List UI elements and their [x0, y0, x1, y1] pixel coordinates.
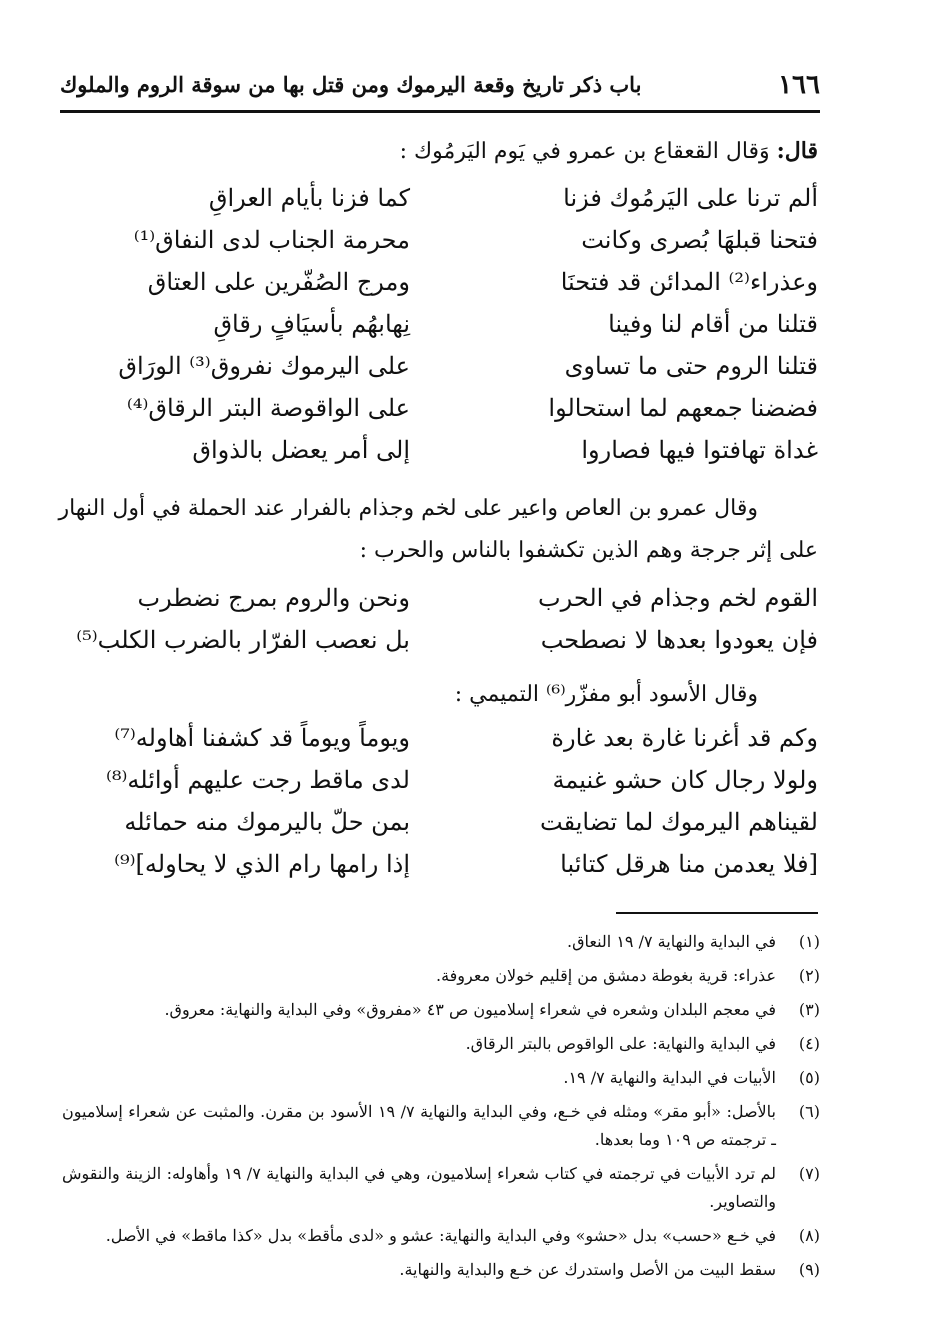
footnote-number: (٧): [798, 1164, 820, 1183]
verse-second-hemistich: محرمة الجناب لدى النفاق⁽¹⁾: [133, 226, 410, 254]
footnote-text: في خـع «حسب» بدل «حشو» وفي البداية والنهاية: عشو و «لدى مأقط» بدل «كذا ماقط» في الأصل.: [105, 1226, 776, 1245]
footnote-number: (٥): [798, 1068, 820, 1087]
verse-first-hemistich: لقيناهم اليرموك لما تضايقت: [540, 808, 818, 836]
verse-second-hemistich: كما فزنا بأيام العراقِ: [208, 184, 410, 212]
verse-line: [60, 226, 818, 268]
verse-second-hemistich: نِهابهُم بأسيَافٍ رقاقِ: [213, 310, 410, 338]
verse-line: [60, 584, 818, 626]
page-number: ١٦٦: [778, 70, 820, 100]
verse-line: [60, 352, 818, 394]
footnote-rule: [616, 912, 818, 914]
verse-first-hemistich: قتلنا الروم حتى ما تساوى: [564, 352, 818, 380]
verse-second-hemistich: على الواقوصة البتر الرقاق⁽⁴⁾: [126, 394, 410, 422]
footnote-number: (٢): [798, 966, 820, 985]
verse-second-hemistich: ويوماً ويوماً قد كشفنا أهاوله⁽⁷⁾: [114, 724, 410, 752]
footnote-text: في البداية والنهاية: على الواقوص بالبتر الرقاق.: [465, 1034, 776, 1053]
verse-second-hemistich: على اليرموك نفروق⁽³⁾ الورَاق: [118, 352, 410, 380]
footnote-text: لم ترد الأبيات في ترجمته في كتاب شعراء إسلاميون، وهي في البداية والنهاية ٧/ ١٩ وأهاوله: الزينة والنقوش والتصاوير.: [62, 1164, 776, 1211]
poem-qaqa: [60, 184, 818, 478]
verse-line: [60, 850, 818, 892]
verse-second-hemistich: إذا رامها رام الذي لا يحاوله]⁽⁹⁾: [114, 850, 410, 878]
verse-first-hemistich: فإن يعودوا بعدها لا نصطحب: [540, 626, 818, 654]
verse-second-hemistich: ونحن والروم بمرج نضطرب: [137, 584, 410, 612]
footnote-text: عذراء: قرية بغوطة دمشق من إقليم خولان معروفة.: [435, 966, 776, 985]
verse-line: [60, 394, 818, 436]
footnote: [62, 1064, 820, 1092]
footnote-text: في معجم البلدان وشعره في شعراء إسلاميون ص ٤٣ «مفروق» وفي البداية والنهاية: معروق.: [164, 1000, 776, 1019]
footnote-number: (٦): [798, 1102, 820, 1121]
verse-second-hemistich: لدى ماقط رجت عليهم أوائله⁽⁸⁾: [105, 766, 410, 794]
poem-amr: [60, 584, 818, 668]
footnote: [62, 1098, 820, 1154]
footnote-text: سقط البيت من الأصل واستدرك عن خـع والبداية والنهاية.: [399, 1260, 776, 1279]
footnote-text: في البداية والنهاية ٧/ ١٩ النعاق.: [566, 932, 776, 951]
verse-line: [60, 436, 818, 478]
footnote-number: (٩): [798, 1260, 820, 1279]
verse-line: [60, 184, 818, 226]
verse-line: [60, 310, 818, 352]
footnote: [62, 1256, 820, 1284]
intro-text: وَقال القعقاع بن عمرو في يَوم اليَرمُوك :: [399, 139, 770, 164]
footnote-number: (١): [798, 932, 820, 951]
footnote-number: (٣): [798, 1000, 820, 1019]
paragraph-aswad: وقال الأسود أبو مفزّر⁽⁶⁾ التميمي :: [454, 682, 758, 707]
verse-second-hemistich: ومرج الصُفّرين على العتاق: [147, 268, 410, 296]
footnote: [62, 1030, 820, 1058]
footnote-number: (٤): [798, 1034, 820, 1053]
running-title: باب ذكر تاريخ وقعة اليرموك ومن قتل بها من سوقة الروم والملوك: [60, 72, 642, 97]
page-header: [60, 66, 820, 106]
footnotes: [62, 928, 820, 1290]
verse-second-hemistich: بمن حلّ باليرموك منه حمائله: [124, 808, 410, 836]
verse-second-hemistich: إلى أمر يعضل بالذواق: [192, 436, 410, 464]
verse-line: [60, 808, 818, 850]
verse-first-hemistich: فتحنا قبلهَا بُصرى وكانت: [581, 226, 818, 254]
verse-line: [60, 268, 818, 310]
footnote: [62, 928, 820, 956]
verse-line: [60, 766, 818, 808]
verse-first-hemistich: فضضنا جمعهم لما استحالوا: [548, 394, 818, 422]
speaker-label: قال:: [776, 138, 818, 164]
verse-first-hemistich: غداة تهافتوا فيها فصاروا: [581, 436, 818, 464]
verse-second-hemistich: بل نعصب الفرّار بالضرب الكلب⁽⁵⁾: [76, 626, 410, 654]
footnote: [62, 996, 820, 1024]
verse-first-hemistich: القوم لخم وجذام في الحرب: [537, 584, 818, 612]
verse-first-hemistich: قتلنا من أقام لنا وفينا: [608, 310, 818, 338]
footnote: [62, 1222, 820, 1250]
footnote-text: بالأصل: «أبو مقر» ومثله في خـع، وفي البداية والنهاية ٧/ ١٩ الأسود بن مقرن. والمثبت عن شعراء إسلاميون ـ ترجمته ص ١٠٩ وما بعدها.: [62, 1102, 776, 1149]
verse-first-hemistich: ولولا رجال كان حشو غنيمة: [552, 766, 818, 794]
verse-first-hemistich: وعذراء⁽²⁾ المدائن قد فتحنَا: [560, 268, 818, 296]
footnote: [62, 1160, 820, 1216]
paragraph-amr-line2: على إثر جرجة وهم الذين تكشفوا بالناس والحرب :: [359, 538, 818, 563]
verse-first-hemistich: ألم ترنا على اليَرمُوك فزنا: [563, 184, 818, 212]
verse-first-hemistich: [فلا يعدمن منا هرقل كتائبا: [560, 850, 818, 878]
intro-line: [400, 138, 818, 164]
footnote: [62, 962, 820, 990]
footnote-text: الأبيات في البداية والنهاية ٧/ ١٩.: [563, 1068, 776, 1087]
poem-aswad: [60, 724, 818, 892]
header-rule: [60, 110, 820, 113]
paragraph-amr-line1: وقال عمرو بن العاص واعير على لخم وجذام بالفرار عند الحملة في أول النهار: [58, 496, 758, 521]
verse-line: [60, 724, 818, 766]
footnote-number: (٨): [798, 1226, 820, 1245]
verse-line: [60, 626, 818, 668]
verse-first-hemistich: وكم قد أغرنا غارة بعد غارة: [551, 724, 818, 752]
